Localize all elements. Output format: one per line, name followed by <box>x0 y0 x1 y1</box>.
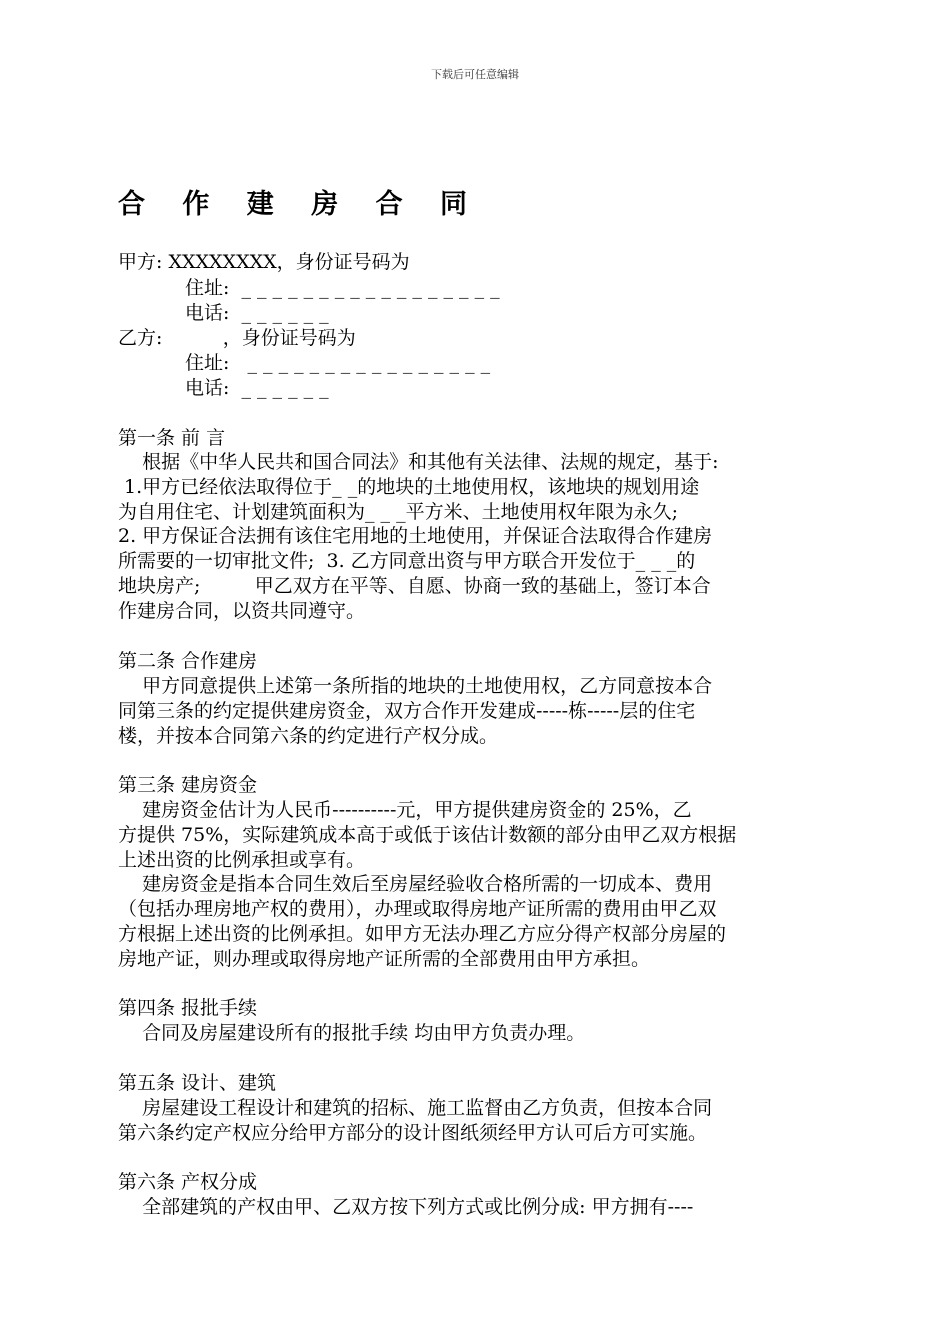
party-a-address: 住址: _ _ _ _ _ _ _ _ _ _ _ _ _ _ _ _ _ <box>185 277 500 299</box>
article3-line: 建房资金是指本合同生效后至房屋经验收合格所需的一切成本、费用 <box>118 873 713 895</box>
article4-heading: 第四条 报批手续 <box>118 997 258 1019</box>
article5-line: 房屋建设工程设计和建筑的招标、施工监督由乙方负责，但按本合同 <box>118 1097 713 1119</box>
article1-line: 作建房合同，以资共同遵守。 <box>118 600 366 622</box>
article1-line: 根据《中华人民共和国合同法》和其他有关法律、法规的规定，基于: <box>118 451 719 473</box>
article3-line: 房地产证，则办理或取得房地产证所需的全部费用由甲方承担。 <box>118 948 651 970</box>
article4-line: 合同及房屋建设所有的报批手续 均由甲方负责办理。 <box>118 1022 586 1044</box>
header-note: 下载后可任意编辑 <box>431 68 519 81</box>
article3-line: （包括办理房地产权的费用），办理或取得房地产证所需的费用由甲乙双 <box>118 898 717 920</box>
article2-heading: 第二条 合作建房 <box>118 650 258 672</box>
article1-heading: 第一条 前 言 <box>118 427 226 449</box>
article1-line: 为自用住宅、计划建筑面积为_ _ _平方米、土地使用权年限为永久; <box>118 501 678 523</box>
article2-line: 甲方同意提供上述第一条所指的地块的土地使用权，乙方同意按本合 <box>118 675 713 697</box>
article3-line: 方提供 75%，实际建筑成本高于或低于该估计数额的部分由甲乙双方根据 <box>118 824 737 846</box>
article6-line: 全部建筑的产权由甲、乙双方按下列方式或比例分成: 甲方拥有---- <box>118 1196 694 1218</box>
article1-line: 地块房产; 甲乙双方在平等、自愿、协商一致的基础上，签订本合 <box>118 575 711 597</box>
contract-title: 合 作 建 房 合 同 <box>118 189 481 220</box>
party-a-line: 甲方: XXXXXXXX，身份证号码为 <box>118 251 410 273</box>
article5-heading: 第五条 设计、建筑 <box>118 1072 277 1094</box>
party-b-phone: 电话: _ _ _ _ _ _ <box>185 377 329 399</box>
article3-line: 方根据上述出资的比例承担。如甲方无法办理乙方应分得产权部分房屋的 <box>118 923 727 945</box>
article3-heading: 第三条 建房资金 <box>118 774 258 796</box>
article6-heading: 第六条 产权分成 <box>118 1171 258 1193</box>
article5-line: 第六条约定产权应分给甲方部分的设计图纸须经甲方认可后方可实施。 <box>118 1122 708 1144</box>
party-b-address: 住址: _ _ _ _ _ _ _ _ _ _ _ _ _ _ _ _ <box>185 352 491 374</box>
article1-line: 所需要的一切审批文件; 3. 乙方同意出资与甲方联合开发位于_ _ _的 <box>118 550 696 572</box>
article3-line: 上述出资的比例承担或享有。 <box>118 849 366 871</box>
article1-line: 1.甲方已经依法取得位于_ _的地块的土地使用权，该地块的规划用途 <box>118 476 700 498</box>
article2-line: 楼，并按本合同第六条的约定进行产权分成。 <box>118 725 499 747</box>
article2-line: 同第三条的约定提供建房资金，双方合作开发建成-----栋-----层的住宅 <box>118 700 696 722</box>
party-a-phone: 电话: _ _ _ _ _ _ <box>185 302 329 324</box>
article3-line: 建房资金估计为人民币----------元，甲方提供建房资金的 25%，乙 <box>118 799 692 821</box>
article1-line: 2. 甲方保证合法拥有该住宅用地的土地使用，并保证合法取得合作建房 <box>118 525 713 547</box>
party-b-line: 乙方: ，身份证号码为 <box>118 327 356 349</box>
